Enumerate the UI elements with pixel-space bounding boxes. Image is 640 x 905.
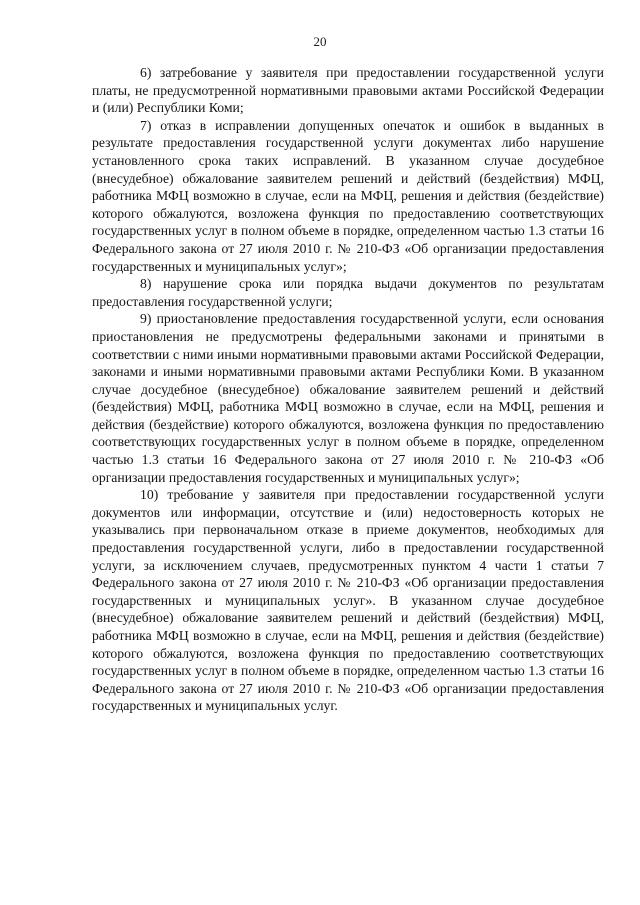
document-body — [92, 64, 604, 715]
paragraph-item-6: 6) затребование у заявителя при предоставлении государственной услуги платы, не предусмотренной нормативными правовыми актами Российской Федерации и (или) Республики Коми; — [92, 65, 604, 116]
paragraph-item-9: 9) приостановление предоставления государственной услуги, если основания приостановления не предусмотрены федеральными законами и принятыми в соответствии с ними иными нормативными правовыми актами Российской Федерации, законами и иными нормативными правовыми актами Республики Коми. В указанном случае досудебное (внесудебное) обжалование заявителем решений и действий (бездействия) МФЦ, работника МФЦ возможно в случае, если на МФЦ, решения и действия (бездействие) которого обжалуются, возложена функция по предоставлению соответствующих государственных услуг в полном объеме в порядке, определенном частью 1.3 статьи 16 Федерального закона от 27 июля 2010 г. № 210-ФЗ «Об организации предоставления государственных и муниципальных услуг»; — [92, 311, 604, 485]
page-number: 20 — [313, 34, 327, 49]
paragraph-item-7: 7) отказ в исправлении допущенных опечаток и ошибок в выданных в результате предоставления государственной услуги документах либо нарушение установленного срока таких исправлений. В указанном случае досудебное (внесудебное) обжалование заявителем решений и действий (бездействия) МФЦ, работника МФЦ возможно в случае, если на МФЦ, решения и действия (бездействие) которого обжалуются, возложена функция по предоставлению соответствующих государственных услуг в полном объеме в порядке, определенном частью 1.3 статьи 16 Федерального закона от 27 июля 2010 г. № 210-ФЗ «Об организации предоставления государственных и муниципальных услуг»; — [92, 117, 604, 274]
paragraph-item-10: 10) требование у заявителя при предоставлении государственной услуги документов или информации, отсутствие и (или) недостоверность которых не указывались при первоначальном отказе в приеме документов, необходимых для предоставления государственной услуги, либо в предоставлении государственной услуги, за исключением случаев, предусмотренных пунктом 4 части 1 статьи 7 Федерального закона от 27 июля 2010 г. № 210-ФЗ «Об организации предоставления государственных и муниципальных услуг». В указанном случае досудебное (внесудебное) обжалование заявителем решений и действий (бездействия) МФЦ, работника МФЦ возможно в случае, если на МФЦ, решения и действия (бездействие) которого обжалуются, возложена функция по предоставлению соответствующих государственных услуг в полном объеме в порядке, определенном частью 1.3 статьи 16 Федерального закона от 27 июля 2010 г. № 210-ФЗ «Об организации предоставления государственных и муниципальных услуг. — [92, 487, 604, 714]
paragraph-item-8: 8) нарушение срока или порядка выдачи документов по результатам предоставления государственной услуги; — [92, 276, 604, 309]
